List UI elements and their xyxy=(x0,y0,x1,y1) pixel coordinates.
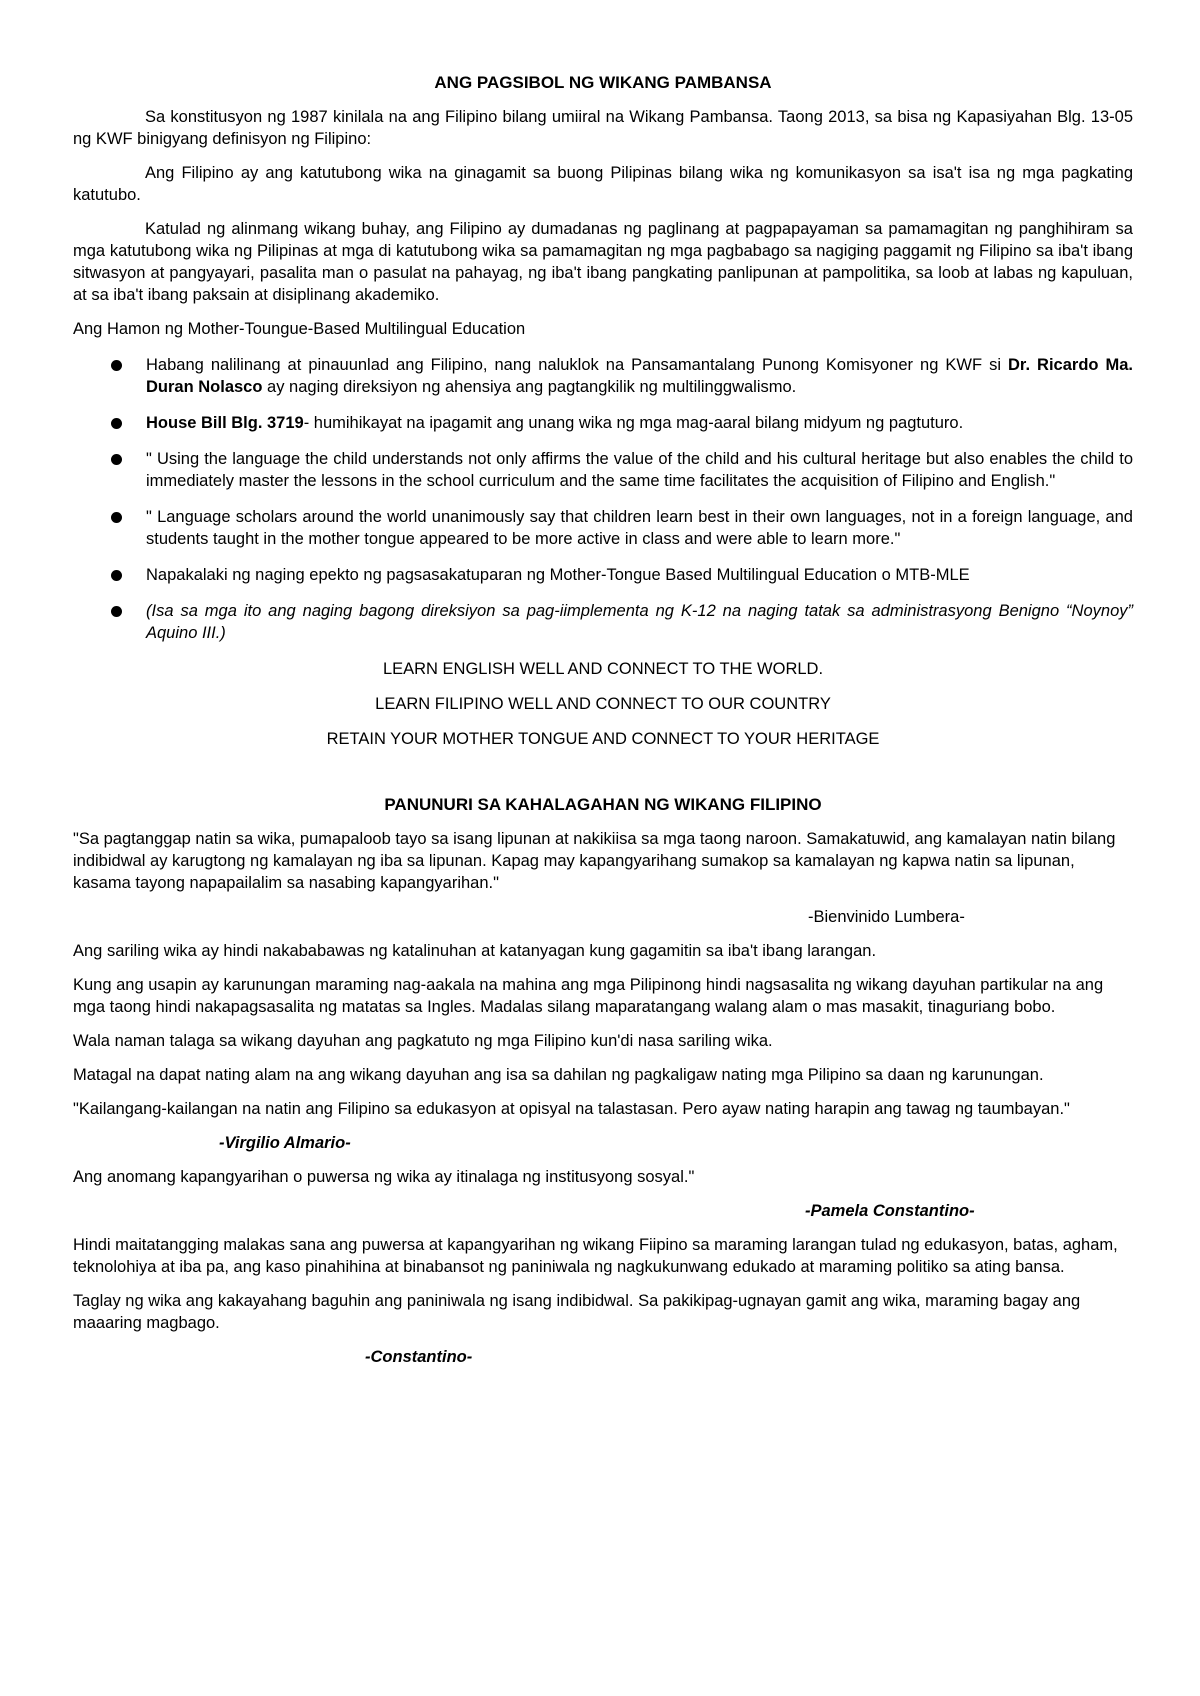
list-item xyxy=(73,506,1133,550)
paragraph-sariling-wika: Ang sariling wika ay hindi nakababawas ng katalinuhan at katanyagan kung gagamitin sa iba't ibang larangan. xyxy=(73,942,877,960)
document-content xyxy=(73,72,1133,1380)
bullet-icon xyxy=(111,418,122,429)
quote-almario: "Kailangang-kailangan na natin ang Filipino sa edukasyon at opisyal na talastasan. Pero ayaw nating harapin ang tawag ng taumbayan." xyxy=(73,1100,1070,1118)
paragraph-konstitusyon: Sa konstitusyon ng 1987 kinilala na ang Filipino bilang umiiral na Wikang Pambansa. Taong 2013, sa bisa ng Kapasiyahan Blg. 13-05 ng KWF binigyang definisyon ng Filipino: xyxy=(73,108,1133,148)
section-title-panunuri: PANUNURI SA KAHALAGAHAN NG WIKANG FILIPINO xyxy=(384,795,822,814)
paragraph-puwersa: Hindi maitatangging malakas sana ang puwersa at kapangyarihan ng wikang Fiipino sa maraming larangan tulad ng edukasyon, batas, agham, teknolohiya at iba pa, ang kaso pinahihina at binabansot ng paniniwala ng nagkukunwang edukado at maraming politiko sa ating bansa. xyxy=(73,1236,1118,1276)
slogan-english: LEARN ENGLISH WELL AND CONNECT TO THE WORLD. xyxy=(382,660,824,678)
bullet-text: " Using the language the child understands not only affirms the value of the child and his cultural heritage but also enables the child to immediately master the lessons in the school curriculum and the same time facilitates the acquisition of Filipino and English." xyxy=(146,450,1133,490)
bullet-bold-bill: House Bill Blg. 3719 xyxy=(146,414,304,432)
bullet-bold-name: Dr. Ricardo Ma. Duran Nolasco xyxy=(146,356,1133,396)
list-item xyxy=(73,600,1133,644)
bullet-text: Habang nalilinang at pinauunlad ang Filipino, nang naluklok na Pansamantalang Punong Komisyoner ng KWF si xyxy=(146,356,1009,374)
bullet-icon xyxy=(111,570,122,581)
bullet-text: (Isa sa mga ito ang naging bagong direksiyon sa pag-iimplementa ng K-12 na naging tatak sa administrasyong Benigno “Noynoy” Aquino III.) xyxy=(146,602,1133,642)
bullet-icon xyxy=(111,454,122,465)
attribution-lumbera: -Bienvinido Lumbera- xyxy=(808,908,965,926)
list-item xyxy=(73,448,1133,492)
paragraph-katulad: Katulad ng alinmang wikang buhay, ang Filipino ay dumadanas ng paglinang at pagpapayaman sa pamamagitan ng panghihiram sa mga katutubong wika ng Pilipinas at mga di katutubong wika sa pamamagitan ng mga pagbabago sa nagiging paggamit ng Filipino sa iba't ibang sitwasyon at pangyayari, pasalita man o pasulat na pahayag, ng iba't ibang pangkating panlipunan at pampolitika, sa loob at labas ng kapuluan, at sa iba't ibang paksain at disiplinang akademiko. xyxy=(73,220,1133,304)
list-item xyxy=(73,564,1133,586)
paragraph-pagkaligaw: Matagal na dapat nating alam na ang wikang dayuhan ang isa sa dahilan ng pagkaligaw nating mga Pilipino sa daan ng karunungan. xyxy=(73,1066,1044,1084)
attribution-pamela-constantino: -Pamela Constantino- xyxy=(805,1202,975,1220)
list-item xyxy=(73,354,1133,398)
quote-lumbera: "Sa pagtanggap natin sa wika, pumapaloob tayo sa isang lipunan at nakikiisa sa mga taong naroon. Samakatuwid, ang kamalayan natin bilang indibidwal ay karugtong ng kamalayan ng iba sa lipunan. Kapag may kapangyarihang sumakop sa kamalayan ng kapwa natin sa lipunan, kasama tayong napapailalim sa nasabing kapangyarihan." xyxy=(73,830,1116,892)
bullet-text: ay naging direksiyon ng ahensiya ang pagtangkilik ng multilinggwalismo. xyxy=(262,378,797,396)
slogan-filipino: LEARN FILIPINO WELL AND CONNECT TO OUR COUNTRY xyxy=(375,695,831,713)
bullet-text: Napakalaki ng naging epekto ng pagsasakatuparan ng Mother-Tongue Based Multilingual Education o MTB-MLE xyxy=(146,566,970,584)
bullet-icon xyxy=(111,360,122,371)
paragraph-karunungan: Kung ang usapin ay karunungan maraming nag-aakala na mahina ang mga Pilipinong hindi nagsasalita ng wikang dayuhan partikular na ang mga taong hindi nakapagsasalita ng matatas sa Ingles. Madalas silang maparatangang walang alam o mas masakit, tinaguriang bobo. xyxy=(73,976,1104,1016)
bullet-icon xyxy=(111,606,122,617)
subheading-mtb-mle: Ang Hamon ng Mother-Toungue-Based Multilingual Education xyxy=(73,320,526,338)
slogan-mother-tongue: RETAIN YOUR MOTHER TONGUE AND CONNECT TO YOUR HERITAGE xyxy=(326,730,880,748)
paragraph-definisyon: Ang Filipino ay ang katutubong wika na ginagamit sa buong Pilipinas bilang wika ng komunikasyon sa isa't isa ng mga pagkating katutubo. xyxy=(73,164,1133,204)
bullet-text: " Language scholars around the world unanimously say that children learn best in their own languages, not in a foreign language, and students taught in the mother tongue appeared to be more active in class and were able to learn more." xyxy=(146,508,1133,548)
bullet-icon xyxy=(111,512,122,523)
attribution-almario: -Virgilio Almario- xyxy=(219,1134,351,1152)
attribution-constantino: -Constantino- xyxy=(365,1348,473,1366)
list-item xyxy=(73,412,1133,434)
paragraph-taglay: Taglay ng wika ang kakayahang baguhin ang paniniwala ng isang indibidwal. Sa pakikipag-ugnayan gamit ang wika, maraming bagay ang maaaring magbago. xyxy=(73,1292,1081,1332)
quote-constantino: Ang anomang kapangyarihan o puwersa ng wika ay itinalaga ng institusyong sosyal." xyxy=(73,1168,695,1186)
bullet-text: - humihikayat na ipagamit ang unang wika ng mga mag-aaral bilang midyum ng pagtuturo. xyxy=(303,414,964,432)
section-title-pagsibol: ANG PAGSIBOL NG WIKANG PAMBANSA xyxy=(434,73,772,92)
bullet-list xyxy=(73,354,1133,644)
paragraph-wikang-dayuhan: Wala naman talaga sa wikang dayuhan ang pagkatuto ng mga Filipino kun'di nasa sariling wika. xyxy=(73,1032,773,1050)
